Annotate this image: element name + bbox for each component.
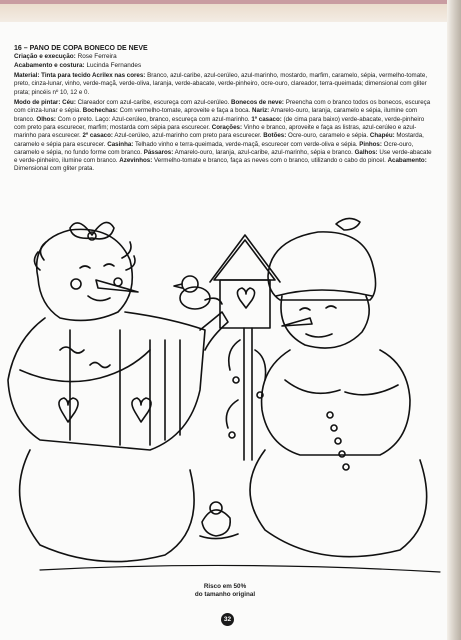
coracoes-text: Vinho e branco, aproveite e faça as listras, azul-cerúleo e azul-marinho para escurecer. [14,123,417,140]
scale-caption [180,583,270,599]
bonecos-text: Preencha com o branco todos os bonecos, escureça com cinza-lunar e sépia. [14,99,431,115]
ceu-label: Céu: [62,99,76,107]
chapeu-text: Mostarda, caramelo e sépia para escurecer. [14,132,424,148]
ceu-text: Clareador com azul-caribe, escureça com azul-cerúleo. [77,99,230,107]
creation-credit [14,53,434,62]
painting-paragraph [14,99,434,174]
galhos-label: Galhos: [354,148,378,156]
pinhos-text: Ocre-ouro, caramelo e sépia, no fundo forme com branco. [14,140,414,156]
left-heart-icon [59,398,78,422]
passaros-text: Amarelo-ouro, laranja, azul-caribe, azul-marinho, sépia e branco. [174,148,353,156]
left-snowman-head [37,229,133,320]
left-snowman-body [20,450,195,562]
casinha-text: Telhado vinho e terra-queimada, verde-maçã, escurecer com verde-oliva e sépia. [134,140,358,148]
nariz-text: Amarelo-ouro, laranja, caramelo e sépia, ilumine com branco. [14,107,418,123]
botoes-label: Botões: [263,132,287,140]
casaco1-label: 1º casaco: [251,115,282,123]
bochechas-text: Com vermelho-tomate, aproveite e faça a boca. [119,107,251,115]
hat-bird-icon [336,218,360,230]
passaros-label: Pássaros: [143,148,174,156]
top-color-stripe [0,0,461,4]
page-number-badge: 32 [221,613,234,626]
material-text: Branco, azul-caribe, azul-cerúleo, azul-marinho, mostardo, marfim, caramelo, sépia, vermelho-tomate, preto, cinza-lunar, vinho, verde-maçã, verde-oliva, laranja, verde-abacate, verde-pinheiro, ocre-ouro, clareador, terra-queimada; dimensional com gliter prata; pincéis nº 10, 12 e 0. [14,72,428,96]
bird-icon [174,276,222,309]
project-title: 16 – PANO DE COPA BONECO DE NEVE [14,45,148,52]
acabamento-label: Acabamento: [387,157,427,165]
pinhos-label: Pinhos: [359,140,382,148]
creation-label: Criação e execução: [14,53,76,60]
finish-label: Acabamento e costura: [14,61,85,69]
acabamento-text: Dimensional com gliter prata. [14,165,95,173]
snowman-line-art [0,200,461,580]
chapeu-label: Chapéu: [369,132,395,140]
casaco2-label: 2º casaco: [82,132,113,140]
azevinhos-text: Vermelho-tomate e branco, faça as neves com o branco, utilizando o cabo do pincel. [154,157,386,165]
bochechas-label: Bochechas: [82,107,118,115]
caption-line-2: do tamanho original [194,591,256,598]
finish-credit [14,62,434,71]
small-bird-icon [200,502,238,539]
botoes-text: Ocre-ouro, caramelo e sépia. [288,132,369,140]
olhos-text: Com o preto. Laço: Azul-cerúleo, branco, escureça com azul-marinho. [57,115,250,123]
left-snowman [8,222,228,561]
bonecos-label: Bonecos de neve: [231,99,284,107]
mode-label: Modo de pintar: [14,99,61,107]
left-snowman-coat [8,312,205,450]
casaco1-text: (de cima para baixo) verde-abacate, verde-pinheiro com preto para escurecer, marfim; mostarda com sépia para escurecer. [14,115,425,131]
coracoes-label: Corações: [211,123,243,131]
olhos-label: Olhos: [36,115,56,123]
casinha-label: Casinha: [107,140,134,148]
right-snowman-body [250,450,427,557]
galhos-text: Use verde-abacate e verde-pinheiro, ilumine com branco. [14,148,432,165]
finish-value: Lucinda Fernandes [86,61,142,69]
azevinhos-label: Azevinhos: [119,157,153,165]
instructions-block [14,44,434,174]
material-label: Material: Tinta para tecido Acrilex nas cores: [14,72,146,80]
creation-value: Rose Ferreira [77,53,117,60]
casaco2-text: Azul-cerúleo, azul-marinho com preto para escurecer. [114,132,262,140]
material-paragraph [14,72,434,97]
right-heart-icon [132,398,151,422]
caption-line-1: Risco em 50% [203,583,247,590]
right-carrot-nose [282,318,312,326]
birdhouse-heart-icon [237,288,254,308]
nariz-label: Nariz: [252,107,270,115]
ground-line [40,565,440,572]
right-snowman [250,218,427,556]
